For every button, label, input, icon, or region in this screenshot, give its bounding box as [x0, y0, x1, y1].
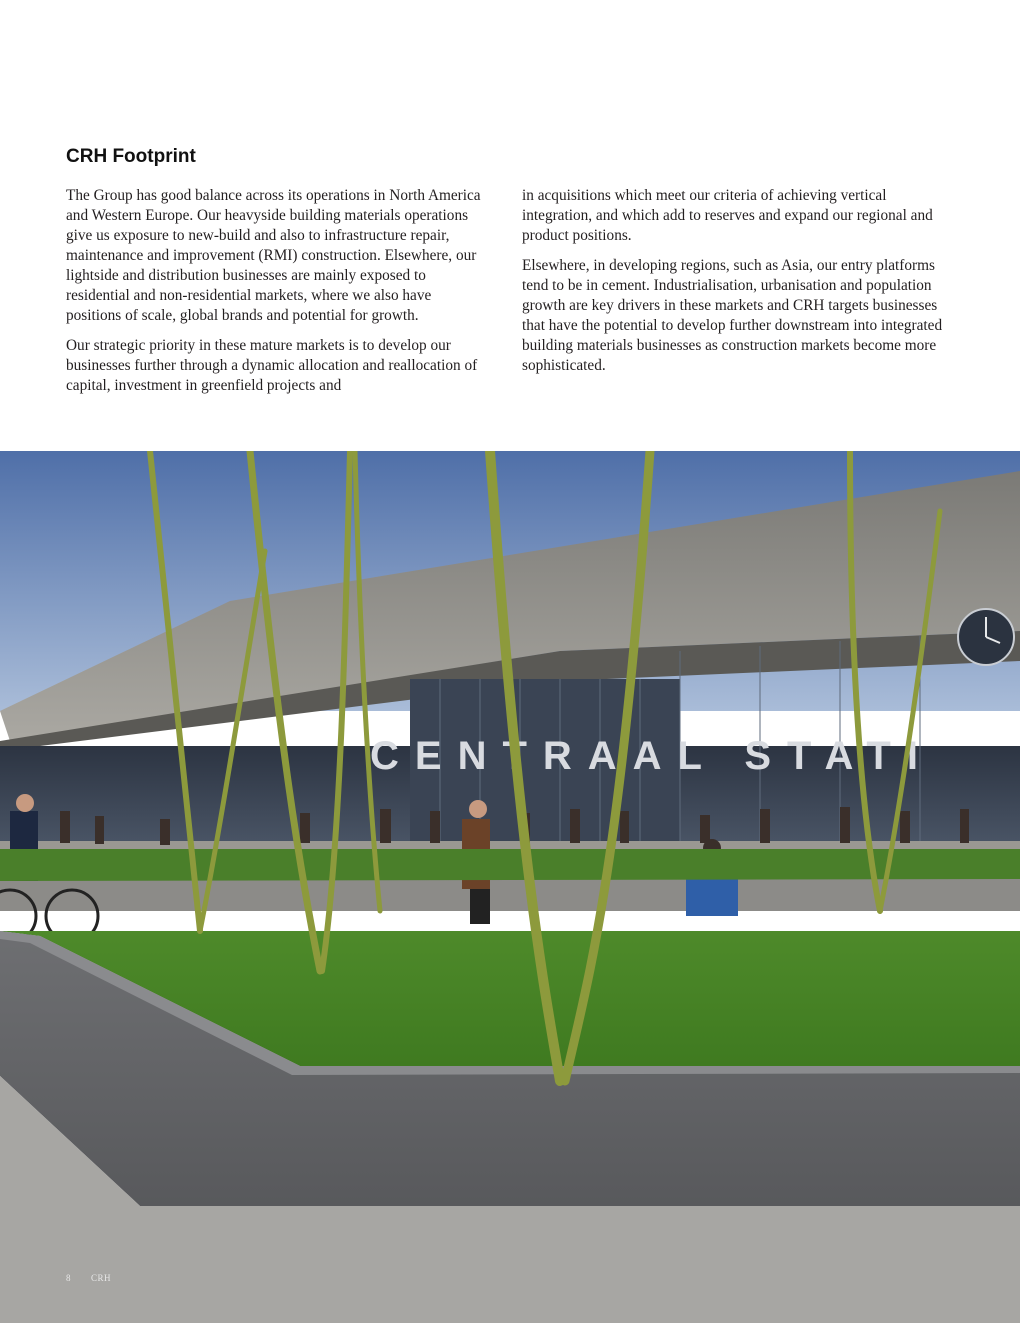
- paragraph: Elsewhere, in developing regions, such as Asia, our entry platforms tend to be in cement. Industrialisation, urbanisation and population growth are key drivers in these markets and CRH targets businesses that have the potential to develop further downstream into integrated building materials businesses as construction markets become more sophisticated.: [522, 257, 943, 374]
- text-column-right: [522, 186, 947, 386]
- station-photo: [0, 451, 1020, 1323]
- clock-icon: [958, 609, 1014, 665]
- text-column-left: [66, 186, 486, 406]
- footer-brand: CRH: [91, 1273, 112, 1283]
- paragraph: The Group has good balance across its operations in North America and Western Europe. Our heavyside building materials operations give us exposure to new-build and also to infrastructure repair, maintenance and improvement (RMI) construction. Elsewhere, our lightside and distribution businesses are mainly exposed to residential and non-residential markets, where we also have positions of scale, global brands and potential for growth.: [66, 187, 481, 324]
- paragraph: in acquisitions which meet our criteria of achieving vertical integration, and which add to reserves and expand our regional and product positions.: [522, 187, 933, 244]
- road: [0, 876, 1020, 911]
- page-title: CRH Footprint: [66, 146, 196, 167]
- paragraph: Our strategic priority in these mature markets is to develop our businesses further through a dynamic allocation and reallocation of capital, investment in greenfield projects and: [66, 337, 478, 394]
- page-footer: [66, 1273, 131, 1283]
- grass-far: [0, 849, 1020, 881]
- page-number: 8: [66, 1273, 71, 1283]
- station-sign: CENTRAAL STATI: [370, 734, 934, 778]
